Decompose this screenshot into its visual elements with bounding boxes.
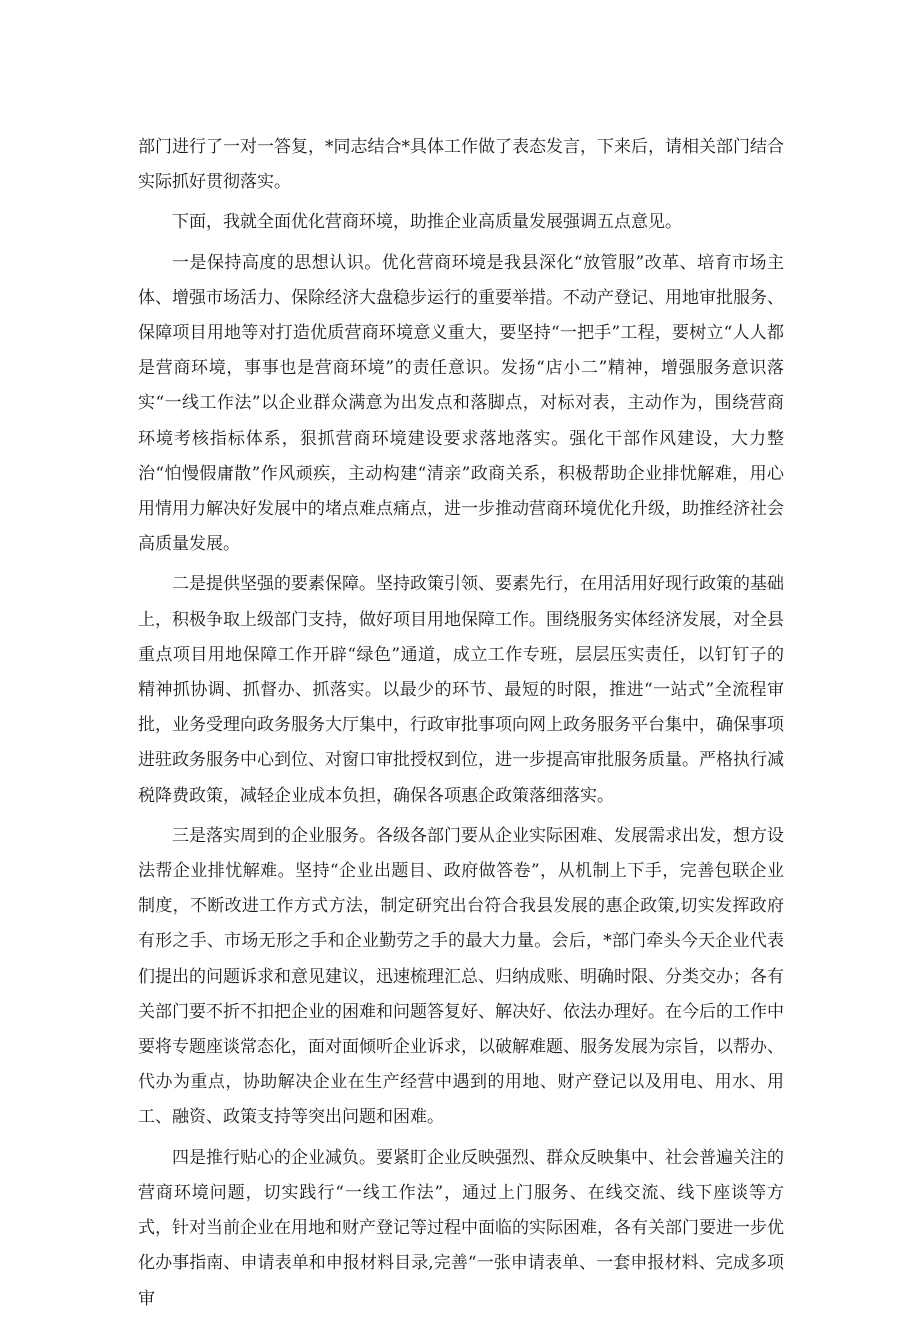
paragraph-continuation: 部门进行了一对一答复，*同志结合*具体工作做了表态发言，下来后，请相关部门结合实际抓好贯彻落实。 [138, 137, 784, 193]
paragraph-point-one: 一是保持高度的思想认识。优化营商环境是我县深化“放管服”改革、培育市场主体、增强市场活力、保除经济大盘稳步运行的重要举措。不动产登记、用地审批服务、保障项目用地等对打造优质营商环境意义重大，要坚持“一把手”工程，要树立“人人都是营商环境，事事也是营商环境”的责任意识。发扬“店小二”精神，增强服务意识落实“一线工作法”以企业群众满意为出发点和落脚点，对标对表，主动作为，围绕营商环境考核指标体系，狠抓营商环境建设要求落地落实。强化干部作风建设，大力整治“怕慢假庸散”作风顽疾，主动构建“清亲”政商关系，积极帮助企业排忧解难，用心用情用力解决好发展中的堵点难点痛点，进一步推动营商环境优化升级，助推经济社会高质量发展。 [138, 252, 784, 555]
paragraph-point-three: 三是落实周到的企业服务。各级各部门要从企业实际困难、发展需求出发，想方设法帮企业排忧解难。坚持“企业出题目、政府做答卷”，从机制上下手，完善包联企业制度，不断改进工作方式方法，制定研究出台符合我县发展的惠企政策,切实发挥政府有形之手、市场无形之手和企业勤劳之手的最大力量。会后，*部门牵头今天企业代表们提出的问题诉求和意见建议，迅速梳理汇总、归纳成账、明确时限、分类交办；各有关部门要不折不扣把企业的困难和问题答复好、解决好、依法办理好。在今后的工作中要将专题座谈常态化，面对面倾听企业诉求，以破解难题、服务发展为宗旨，以帮办、代办为重点，协助解决企业在生产经营中遇到的用地、财产登记以及用电、用水、用工、融资、政策支持等突出问题和困难。 [138, 825, 784, 1128]
document-body [138, 130, 784, 1322]
paragraph-point-four: 四是推行贴心的企业减负。要紧盯企业反映强烈、群众反映集中、社会普遍关注的营商环境问题，切实践行“一线工作法”，通过上门服务、在线交流、线下座谈等方式，针对当前企业在用地和财产登记等过程中面临的实际困难，各有关部门要进一步优化办事指南、申请表单和申报材料目录,完善“一张申请表单、一套申报材料、完成多项审 [138, 1147, 784, 1309]
paragraph-point-two: 二是提供坚强的要素保障。坚持政策引领、要素先行，在用活用好现行政策的基础上，积极争取上级部门支持，做好项目用地保障工作。围绕服务实体经济发展，对全县重点项目用地保障工作开辟“绿色”通道，成立工作专班，层层压实责任，以钉钉子的精神抓协调、抓督办、抓落实。以最少的环节、最短的时限，推进“一站式”全流程审批，业务受理向政务服务大厅集中，行政审批事项向网上政务服务平台集中，确保事项进驻政务服务中心到位、对窗口审批授权到位，进一步提高审批服务质量。严格执行减税降费政策，减轻企业成本负担，确保各项惠企政策落细落实。 [138, 574, 784, 806]
paragraph-intro: 下面，我就全面优化营商环境，助推企业高质量发展强调五点意见。 [172, 212, 682, 233]
